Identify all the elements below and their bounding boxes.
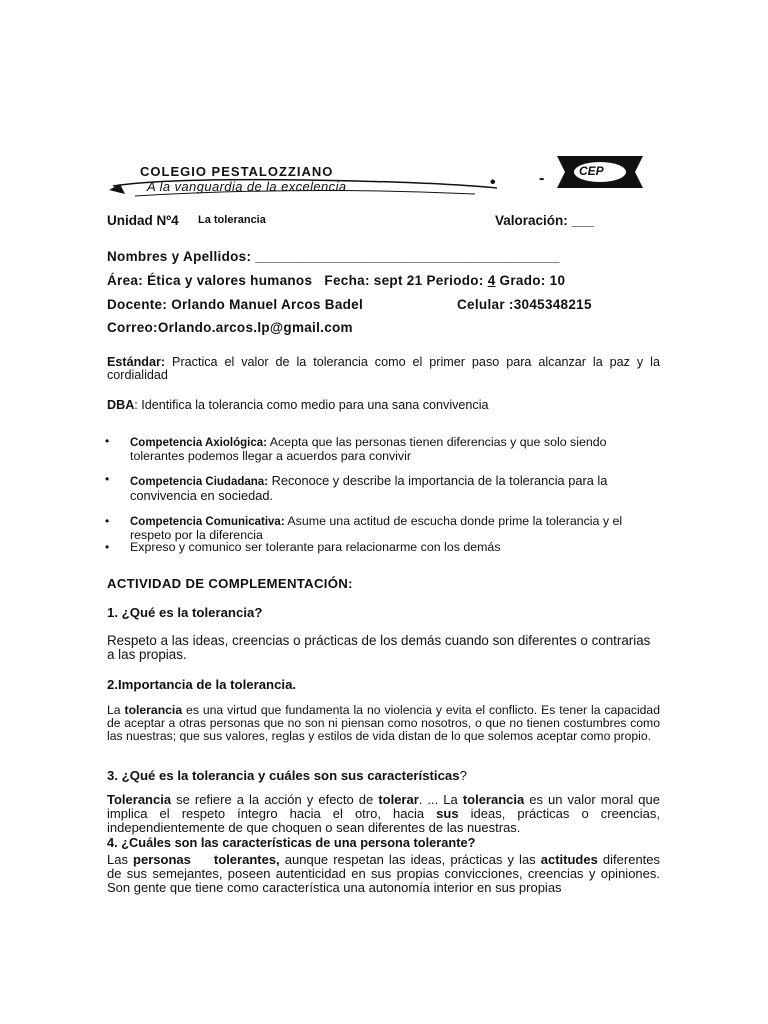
answer-3-b4: sus [436, 806, 459, 821]
answer-3-t4: ideas, prácticas o creencias, independientemente de que choquen o sean diferentes de las nuestras. [107, 806, 660, 835]
answer-3-t2: . ... La [418, 792, 463, 807]
area-line [107, 273, 565, 288]
answer-4 [107, 853, 660, 895]
competencia-label: Competencia Comunicativa: [130, 516, 285, 528]
docente-field: Docente: Orlando Manuel Arcos Badel [107, 297, 364, 312]
answer-3 [107, 793, 660, 835]
answer-2-rest: es una virtud que fundamenta la no violencia y evita el conflicto. Es tener la capacidad de aceptar a otras personas que no son ni piensan como nosotros, o que no tienen costumbres como las nuestras; que sus valores, reglas y estilos de vida distan de lo que solemos aceptar como propio. [107, 703, 660, 743]
answer-3-b2: tolerar [378, 792, 419, 807]
answer-4-t3: diferentes de sus semejantes, poseen autenticidad en sus propias convicciones, creencias y opiniones. Son gente que tiene como característica una autonomía interior en sus propias [107, 852, 661, 895]
question-4: 4. ¿Cuáles son las características de una persona tolerante? [107, 835, 476, 850]
question-3 [107, 768, 467, 783]
competencia-text: Acepta que las personas tienen diferencias y que solo siendo tolerantes podemos llegar a acuerdos para convivir [130, 435, 607, 463]
answer-4-b2: actitudes [540, 852, 598, 867]
school-logo [553, 152, 647, 192]
competencia-label: Competencia Ciudadana: [130, 476, 269, 488]
unit-label: Unidad Nº4 [107, 213, 179, 228]
competencia-item [130, 474, 650, 503]
answer-2-bold: tolerancia [124, 703, 183, 717]
periodo-value: 4 [487, 273, 496, 288]
grado-text: Grado: 10 [495, 273, 566, 288]
competencia-label: Competencia Axiológica: [130, 437, 267, 449]
question-3-text: 3. ¿Qué es la tolerancia y cuáles son sus características [107, 768, 460, 783]
nombres-field: Nombres y Apellidos: _______________________________________ [107, 249, 560, 264]
answer-3-t1: se refiere a la acción y efecto de [171, 792, 379, 807]
bullet-icon: • [105, 472, 110, 486]
answer-4-b1: personas tolerantes, [133, 852, 280, 867]
competencia-item [130, 436, 650, 463]
question-2: 2.Importancia de la tolerancia. [107, 677, 297, 692]
estandar-label: Estándar: [107, 355, 166, 369]
answer-4-t1: Las [107, 852, 134, 867]
dash-mark: - [539, 170, 545, 187]
dot-mark: • [490, 174, 496, 191]
celular-field: Celular :3045348215 [457, 297, 592, 312]
competencia-text: Reconoce y describe la importancia de la tolerancia para la convivencia en sociedad. [130, 473, 608, 503]
competencia-item [130, 515, 650, 542]
bullet-icon: • [105, 434, 110, 448]
answer-3-b1: Tolerancia [107, 792, 172, 807]
bullet-icon: • [105, 540, 110, 554]
dba-text: : Identifica la tolerancia como medio para una sana convivencia [134, 398, 489, 412]
estandar-text: Practica el valor de la tolerancia como el primer paso para alcanzar la paz y la cordialidad [107, 355, 660, 382]
answer-1: Respeto a las ideas, creencias o prácticas de los demás cuando son diferentes o contrarias a las propias. [107, 633, 651, 662]
answer-2 [107, 704, 660, 743]
competencia-item [130, 541, 650, 554]
valoracion: Valoración: ___ [495, 213, 595, 228]
answer-2-pre: La [107, 703, 125, 717]
answer-3-t3: es un valor moral que implica el respeto íntegro hacia el otro, hacia [107, 792, 660, 821]
area-text: Área: Ética y valores humanos Fecha: sept 21 Periodo: [107, 273, 488, 288]
estandar [107, 356, 660, 382]
unit-title: La tolerancia [198, 214, 266, 226]
logo-text: CEP [579, 164, 604, 178]
activity-title: ACTIVIDAD DE COMPLEMENTACIÓN: [107, 576, 353, 591]
question-1: 1. ¿Qué es la tolerancia? [107, 605, 263, 620]
school-name: COLEGIO PESTALOZZIANO [140, 164, 334, 179]
bullet-icon: • [105, 514, 110, 528]
school-motto: A la vanguardia de la excelencia [147, 179, 347, 194]
dba-label: DBA [107, 398, 135, 412]
answer-3-b3: tolerancia [462, 792, 525, 807]
answer-4-t2: aunque respetan las ideas, prácticas y las [279, 852, 541, 867]
question-3-end: ? [459, 768, 467, 783]
correo-field: Correo:Orlando.arcos.lp@gmail.com [107, 320, 353, 335]
competencia-text: Asume una actitud de escucha donde prime la tolerancia y el respeto por la diferencia [130, 514, 623, 542]
dba [107, 399, 660, 412]
competencia-text: Expreso y comunico ser tolerante para relacionarme con los demás [130, 540, 501, 554]
school-header [105, 160, 665, 200]
